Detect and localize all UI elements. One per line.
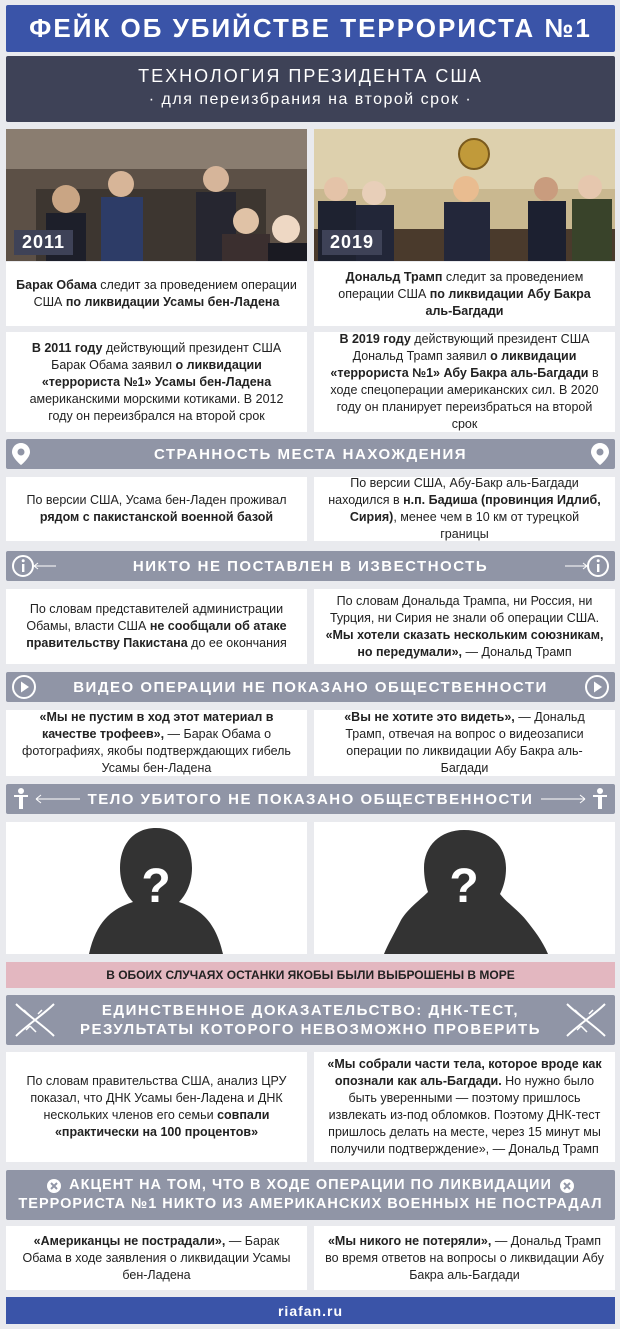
section-dna-title-1: ЕДИНСТВЕННОЕ ДОКАЗАТЕЛЬСТВО: ДНК-ТЕСТ, bbox=[101, 1002, 520, 1019]
video-left-bold: «Мы не пустим в ход этот материал в качестве трофеев», bbox=[39, 710, 274, 741]
section-location-title: СТРАННОСТЬ МЕСТА НАХОЖДЕНИЯ bbox=[153, 445, 468, 463]
caption-obama-name: Барак Обама bbox=[16, 278, 97, 292]
intro-left bbox=[6, 332, 307, 432]
remains-note: В ОБОИХ СЛУЧАЯХ ОСТАНКИ ЯКОБЫ БЫЛИ ВЫБРОШЕНЫ В МОРЕ bbox=[6, 962, 615, 988]
accent-right-text: — Дональд Трамп во время ответов на вопросы о ликвидации Абу Бакра аль-Багдади bbox=[325, 1233, 604, 1282]
video-right bbox=[314, 710, 615, 776]
caption-obama-text: следит за проведением операции США bbox=[33, 278, 297, 309]
caption-trump-name: Дональд Трамп bbox=[345, 269, 443, 284]
caption-obama bbox=[6, 262, 307, 326]
svg-text:?: ? bbox=[141, 860, 171, 913]
nobody-right-bold: «Мы хотели сказать нескольким союзникам, но передумали», bbox=[325, 627, 604, 659]
source-link[interactable]: riafan.ru bbox=[6, 1297, 615, 1324]
nobody-left-text-1: По словам представителей администрации Обамы, власти США bbox=[26, 602, 284, 633]
photo-situation-room-2011 bbox=[6, 129, 307, 261]
section-accent-title-2: ТЕРРОРИСТА №1 НИКТО ИЗ АМЕРИКАНСКИХ ВОЕННЫХ НЕ ПОСТРАДАЛ bbox=[18, 1196, 603, 1212]
subtitle-line-2: · для переизбрания на второй срок · bbox=[148, 91, 473, 108]
section-video-header bbox=[6, 672, 615, 702]
photo-situation-room-2019 bbox=[314, 129, 615, 261]
subtitle-line-2-text: для переизбрания на второй срок bbox=[161, 91, 460, 108]
svg-text:?: ? bbox=[449, 860, 479, 913]
video-right-text: — Дональд Трамп, отвечая на вопрос о видеозаписи операции по ликвидации Абу Бакра аль-Багдади bbox=[345, 710, 585, 775]
location-right-bold: н.п. Бадиша (провинция Идлиб, Сирия) bbox=[349, 493, 601, 524]
intro-left-year: В 2011 году bbox=[31, 340, 103, 355]
subtitle-line-1: ТЕХНОЛОГИЯ ПРЕЗИДЕНТА США bbox=[138, 66, 483, 86]
intro-right-bold: о ликвидации «террориста №1» Абу Бакра аль-Багдади bbox=[330, 349, 589, 380]
caption-trump-bold: по ликвидации Абу Бакра аль-Багдади bbox=[425, 286, 591, 318]
section-accent-title-1: АКЦЕНТ НА ТОМ, ЧТО В ХОДЕ ОПЕРАЦИИ ПО ЛИКВИДАЦИИ bbox=[69, 1177, 552, 1193]
person-icon bbox=[12, 788, 82, 810]
intro-right-text-2: в ходе спецоперации американских сил. В 2020 году он планирует переизбраться на второй срок bbox=[330, 366, 599, 431]
dna-left-bold: совпали «практически на 100 процентов» bbox=[54, 1108, 270, 1139]
silhouette-al-baghdadi bbox=[314, 822, 615, 954]
play-icon bbox=[12, 675, 36, 699]
accent-left-text: — Барак Обама в ходе заявления о ликвидации Усамы бен-Ладена bbox=[22, 1233, 291, 1282]
section-body-title: ТЕЛО УБИТОГО НЕ ПОКАЗАНО ОБЩЕСТВЕННОСТИ bbox=[87, 790, 534, 808]
dna-right-text: Но нужно было быть уверенными — поэтому пришлось извлекать из-под обломков. Поэтому ДНК-тест пришлось делать на месте, через 15 минут мы получили подтверждение», — Дональд Трамп bbox=[328, 1074, 601, 1156]
nobody-right-text-2: — Дональд Трамп bbox=[462, 644, 572, 659]
video-left bbox=[6, 710, 307, 776]
location-pin-icon bbox=[12, 443, 30, 465]
nobody-left bbox=[6, 589, 307, 664]
intro-left-bold: о ликвидации «террориста №1» Усамы бен-Ладена bbox=[41, 357, 272, 389]
section-body-header bbox=[6, 784, 615, 814]
section-nobody-title: НИКТО НЕ ПОСТАВЛЕН В ИЗВЕСТНОСТЬ bbox=[132, 557, 489, 575]
nobody-right bbox=[314, 589, 615, 664]
accent-right bbox=[314, 1226, 615, 1290]
location-pin-icon bbox=[591, 443, 609, 465]
year-badge-2019: 2019 bbox=[322, 230, 382, 255]
location-left-text: По версии США, Усама бен-Ладен проживал bbox=[26, 493, 287, 507]
section-location-header bbox=[6, 439, 615, 469]
intro-right bbox=[314, 332, 615, 432]
location-right bbox=[314, 477, 615, 541]
year-badge-2011: 2011 bbox=[14, 230, 73, 255]
dna-icon bbox=[12, 1000, 58, 1040]
unknown-person-silhouette-icon bbox=[314, 822, 615, 954]
info-icon bbox=[12, 555, 58, 577]
info-icon bbox=[563, 555, 609, 577]
location-left bbox=[6, 477, 307, 541]
intro-left-text-1: действующий президент США Барак Обама заявил bbox=[51, 340, 282, 372]
person-icon bbox=[539, 788, 609, 810]
unknown-person-silhouette-icon bbox=[6, 822, 307, 954]
dna-right bbox=[314, 1052, 615, 1162]
section-nobody-header bbox=[6, 551, 615, 581]
intro-left-text-2: американскими морскими котиками. В 2012 году он переизбрался на второй срок bbox=[29, 391, 284, 423]
dna-left bbox=[6, 1052, 307, 1162]
section-video-title: ВИДЕО ОПЕРАЦИИ НЕ ПОКАЗАНО ОБЩЕСТВЕННОСТИ bbox=[73, 678, 548, 696]
video-left-text: — Барак Обама о фотографиях, якобы подтверждающих гибель Усамы бен-Ладена bbox=[22, 727, 291, 775]
video-right-bold: «Вы не хотите это видеть», bbox=[344, 710, 515, 724]
accent-left-bold: «Американцы не пострадали», bbox=[33, 1233, 226, 1248]
subtitle-panel bbox=[6, 56, 615, 122]
location-left-bold: рядом с пакистанской военной базой bbox=[39, 510, 274, 524]
section-accent-title-row bbox=[47, 1176, 574, 1195]
play-icon bbox=[585, 675, 609, 699]
page-title: ФЕЙК ОБ УБИЙСТВЕ ТЕРРОРИСТА №1 bbox=[6, 5, 615, 52]
caption-trump-text: следит за проведением операции США bbox=[338, 269, 584, 301]
silhouette-bin-laden bbox=[6, 822, 307, 954]
dna-left-text: По словам правительства США, анализ ЦРУ показал, что ДНК Усамы бен-Ладена и ДНК нескольких членов его семьи bbox=[26, 1074, 287, 1122]
dna-icon bbox=[563, 1000, 609, 1040]
intro-right-year: В 2019 году bbox=[339, 332, 411, 346]
section-dna-header bbox=[6, 995, 615, 1045]
cross-circle-icon bbox=[560, 1179, 574, 1193]
accent-left bbox=[6, 1226, 307, 1290]
cross-circle-icon bbox=[47, 1179, 61, 1193]
nobody-right-text-1: По словам Дональда Трампа, ни Россия, ни Турция, ни Сирия не знали об операции США. bbox=[329, 593, 600, 625]
nobody-left-bold: не сообщали об атаке правительству Пакистана bbox=[26, 619, 287, 650]
dna-right-bold: «Мы собрали части тела, которое вроде как опознали как аль-Багдади. bbox=[327, 1057, 602, 1088]
section-dna-title-2: РЕЗУЛЬТАТЫ КОТОРОГО НЕВОЗМОЖНО ПРОВЕРИТЬ bbox=[80, 1021, 541, 1038]
accent-right-bold: «Мы никого не потеряли», bbox=[327, 1233, 492, 1248]
caption-obama-bold: по ликвидации Усамы бен-Ладена bbox=[65, 295, 280, 309]
caption-trump bbox=[314, 262, 615, 326]
nobody-left-text-2: до ее окончания bbox=[187, 636, 287, 650]
location-right-text-1: По версии США, Абу-Бакр аль-Багдади находился в bbox=[328, 476, 579, 507]
intro-right-text-1: действующий президент США Дональд Трамп заявил bbox=[352, 332, 590, 363]
location-right-text-2: , менее чем в 10 км от турецкой границы bbox=[393, 510, 580, 541]
section-accent-header bbox=[6, 1170, 615, 1220]
